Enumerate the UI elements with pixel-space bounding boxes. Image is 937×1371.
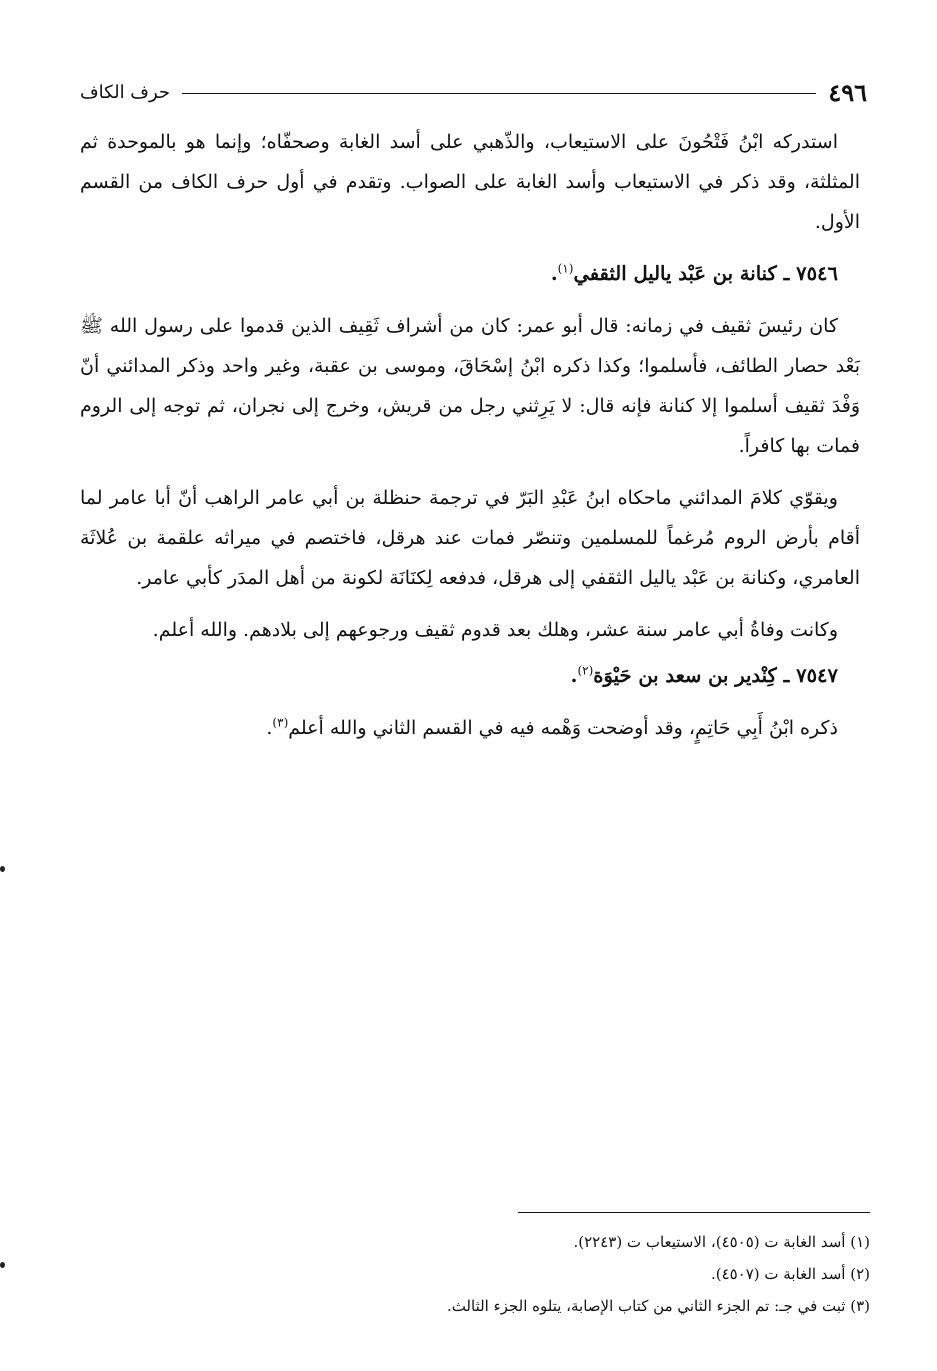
scan-speck: [0, 1262, 5, 1268]
entry-heading-7547: [80, 656, 860, 696]
footnote-ref[interactable]: (١): [557, 261, 574, 276]
entry-title-end: .: [570, 664, 578, 687]
paragraph-continuation: استدركه ابْنُ فَتْحُونَ على الاستيعاب، والذّهبي على أسد الغابة وصحفّاه؛ وإنما هو بالموحدة ثم المثلثة، وقد ذكر في الاستيعاب وأسد الغابة على الصواب. وتقدم في أول حرف الكاف من القسم الأول.: [80, 131, 860, 233]
page-number: ٤٩٦: [828, 78, 867, 107]
running-head: حرف الكاف: [80, 82, 171, 103]
header-rule: [182, 93, 816, 94]
paragraph-text: ذكره ابْنُ أَبِي حَاتِمٍ، وقد أوضحت وَهْمه فيه في القسم الثاني والله أعلم: [288, 717, 838, 739]
paragraph-entry-7546-2: ويقوّي كلامَ المدائني ماحكاه ابنُ عَبْدِ البَرّ في ترجمة حنظلة بن أبي عامر الراهب أنّ أبا عامر لما أقام بأرض الروم مُرغماً للمسلمين وتنصّر فمات عند هرقل، فاختصم في ميراثه علقمة بن عُلاثَة العامري، وكنانة بن عَبْد ياليل الثقفي إلى هرقل، فدفعه لِكنَانَة لكونة من أهل المدَر كأبي عامر.: [80, 487, 860, 589]
paragraph-entry-7546-3: وكانت وفاةُ أبي عامر سنة عشر، وهلك بعد قدوم ثقيف ورجوعهم إلى بلادهم. والله أعلم.: [152, 619, 838, 641]
footnote-2: (٢) أسد الغابة ت (٤٥٠٧).: [710, 1265, 870, 1283]
paragraph-end: .: [266, 717, 273, 739]
footnotes: [300, 1226, 870, 1322]
footnote-3: (٣) ثبت في جـ: تم الجزء الثاني من كتاب الإصابة، يتلوه الجزء الثالث.: [446, 1297, 870, 1315]
footnote-ref[interactable]: (٢): [577, 663, 594, 678]
page-header: [80, 78, 867, 108]
scan-speck: [0, 866, 5, 872]
entry-title: ٧٥٤٦ ـ كنانة بن عَبْد ياليل الثقفي: [573, 262, 838, 285]
paragraph-entry-7547: [80, 708, 860, 748]
main-text: [80, 122, 860, 760]
footnote-separator: [518, 1212, 870, 1213]
paragraph-entry-7546-1: كان رئيسَ ثقيف في زمانه: قال أبو عمر: كان من أشراف ثَقِيف الذين قدموا على رسول الله ﷺ بَعْد حصار الطائف، فأسلموا؛ وكذا ذكره ابْنُ إسْحَاقَ، وموسى بن عقبة، وغير واحد وذكر المدائني أنّ وَفْدَ ثقيف أسلموا إلا كنانة فإنه قال: لا يَرِثني رجل من قريش، وخرج إلى نجران، ثم توجه إلى الروم فمات بها كافراً.: [80, 315, 860, 457]
footnote-1: (١) أسد الغابة ت (٤٥٠٥)، الاستيعاب ت (٢٢٤٣).: [573, 1233, 870, 1251]
footnote-ref[interactable]: (٣): [272, 715, 289, 730]
entry-title-end: .: [550, 262, 558, 285]
entry-title: ٧٥٤٧ ـ كِنْدير بن سعد بن حَيْوَة: [593, 664, 838, 687]
entry-heading-7546: [80, 254, 860, 294]
